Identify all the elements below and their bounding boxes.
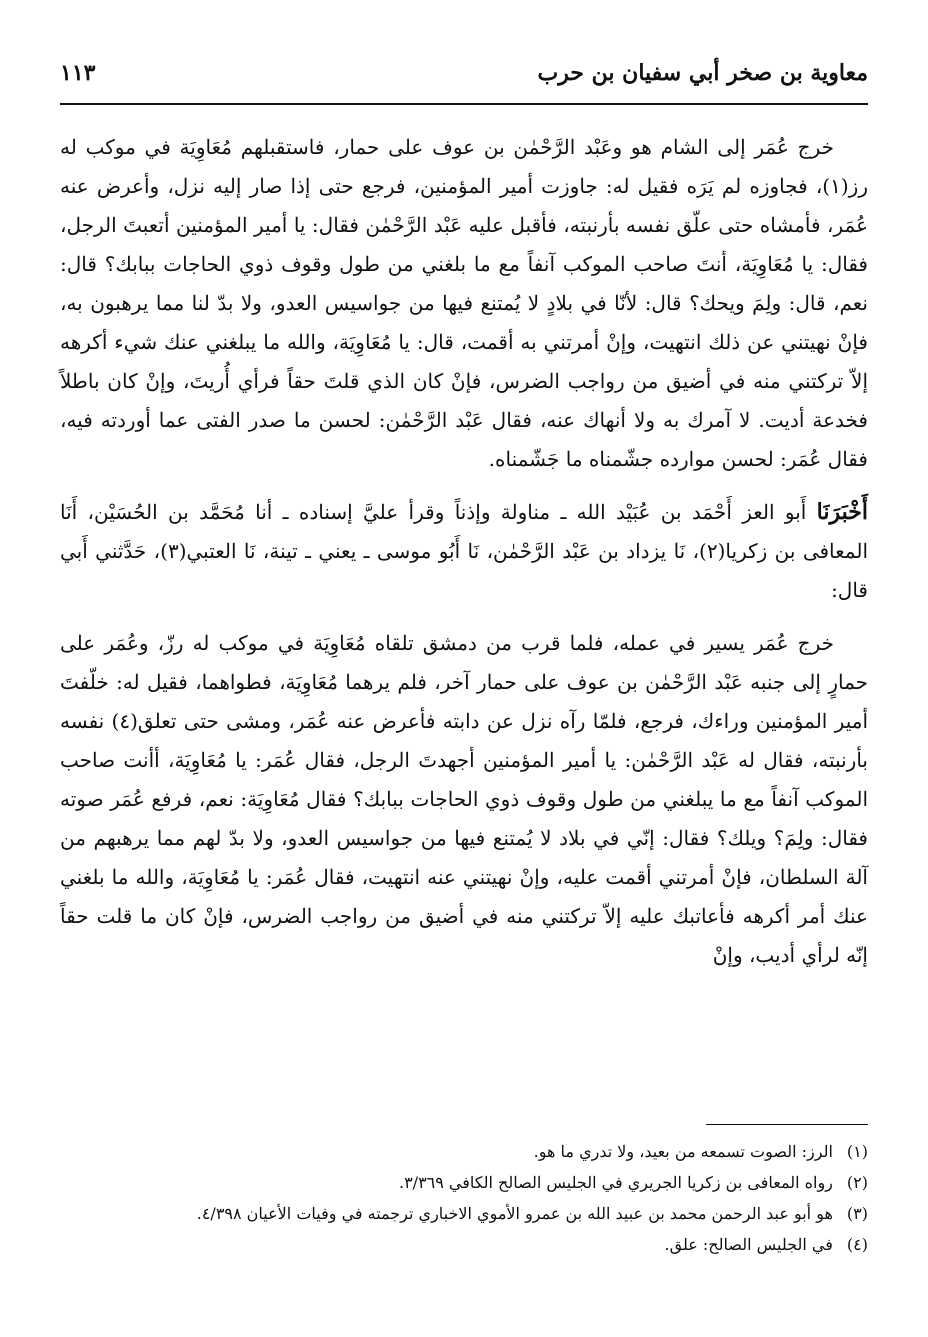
footnote-text: هو أبو عبد الرحمن محمد بن عبيد الله بن عمرو الأموي الاخباري ترجمته في وفيات الأعيان ٤/٣٩٨. — [196, 1204, 833, 1223]
paragraph-1: خرج عُمَر إلى الشام هو وعَبْد الرَّحْمٰن بن عوف على حمار، فاستقبلهم مُعَاوِيَة في موكب له رز(١)، فجاوزه لم يَرَه فقيل له: جاوزت أمير المؤمنين، فرجع حتى إذا صار إليه نزل، وأعرض عنه عُمَر، فأمشاه حتى علّق نفسه بأرنبته، فأقبل عليه عَبْد الرَّحْمٰن فقال: يا أمير المؤمنين أتعبتَ الرجل، فقال: يا مُعَاوِيَة، أنتَ صاحب الموكب آنفاً مع ما بلغني من طول وقوف ذوي الحاجات ببابك؟ قال: نعم، قال: ولِمَ ويحك؟ قال: لأنّا في بلادٍ لا يُمتنع فيها من جواسيس العدو، ولا بدّ لنا مما يرهبون به، فإنْ نهيتني عن ذلك انتهيت، وإنْ أمرتني به أقمت، قال: يا مُعَاوِيَة، والله ما يبلغني عنك شيء أكرهه إلاّ تركتني منه في أضيق من رواجب الضرس، فإنْ كان الذي قلتَ حقاً فرأي أُريتَ، وإنْ كان باطلاً فخدعة أديت. لا آمرك به ولا أنهاك عنه، فقال عَبْد الرَّحْمٰن: لحسن ما صدر الفتى عما أوردته فيه، فقال عُمَر: لحسن موارده جشّمناه ما جَشّمناه. — [60, 135, 868, 471]
footnote-text: رواه المعافى بن زكريا الجريري في الجليس الصالح الكافي ٣/٣٦٩. — [398, 1173, 833, 1192]
footnote-separator — [706, 1124, 868, 1125]
footnote-number: (٢) — [846, 1173, 868, 1192]
footnote-3 — [60, 1198, 868, 1229]
footnote-number: (١) — [846, 1142, 868, 1161]
footnote-number: (٤) — [846, 1235, 868, 1254]
running-title: معاوية بن صخر أبي سفيان بن حرب — [537, 60, 868, 86]
footnotes — [60, 1136, 868, 1260]
footnote-text: الرز: الصوت تسمعه من بعيد، ولا تدري ما هو. — [533, 1142, 833, 1161]
footnote-1 — [60, 1136, 868, 1167]
main-text — [60, 128, 868, 975]
paragraph-3: خرج عُمَر يسير في عمله، فلما قرب من دمشق تلقاه مُعَاوِيَة في موكب له رزّ، وعُمَر على حمارٍ إلى جنبه عَبْد الرَّحْمٰن بن عوف على حمار آخر، فلم يرهما مُعَاوِيَة، فطواهما، فقيل له: خلّفتَ أمير المؤمنين وراءك، فرجع، فلمّا رآه نزل عن دابته فأعرض عنه عُمَر، ومشى حتى تعلق(٤) نفسه بأرنبته، فقال له عَبْد الرَّحْمٰن: يا أمير المؤمنين أجهدتَ الرجل، فقال عُمَر: يا مُعَاوِيَة، أأنت صاحب الموكب آنفاً مع ما يبلغني من طول وقوف ذوي الحاجات ببابك؟ فقال مُعَاوِيَة: نعم، فرفع عُمَر صوته فقال: ولِمَ؟ ويلك؟ فقال: إنّي في بلاد لا يُمتنع فيها من جواسيس العدو، ولا بدّ لهم مما يرهبهم من آلة السلطان، فإنْ أمرتني أقمت عليه، وإنْ نهيتني عنه انتهيت، فقال عُمَر: يا مُعَاوِيَة، والله ما بلغني عنك أمر أكرهه فأعاتبك عليه إلاّ تركتني منه في أضيق من رواجب الضرس، فإنْ كان ما قلت حقاً إنّه لرأي أديب، وإنْ — [60, 631, 868, 967]
page-number: ١١٣ — [60, 60, 96, 86]
footnote-4 — [60, 1229, 868, 1260]
isnad-text: أَبو العز أَحْمَد بن عُبَيْد الله ـ مناولة وإذناً وقرأ عليَّ إسناده ـ أنا مُحَمَّد بن الحُسَيْن، أَنَا المعافى بن زكريا(٢)، نَا يزداد بن عَبْد الرَّحْمٰن، نَا أَبُو موسى ـ يعني ـ تينة، نَا العتبي(٣)، حَدَّثني أَبي قال: — [60, 500, 869, 602]
footnote-text: في الجليس الصالح: علق. — [664, 1235, 833, 1254]
paragraph-2 — [60, 493, 868, 610]
akhbarana-lead-word: أَخْبَرَنَا — [816, 499, 868, 525]
footnote-number: (٣) — [846, 1204, 868, 1223]
page-header — [60, 60, 868, 94]
header-rule — [60, 103, 868, 105]
footnote-2 — [60, 1167, 868, 1198]
